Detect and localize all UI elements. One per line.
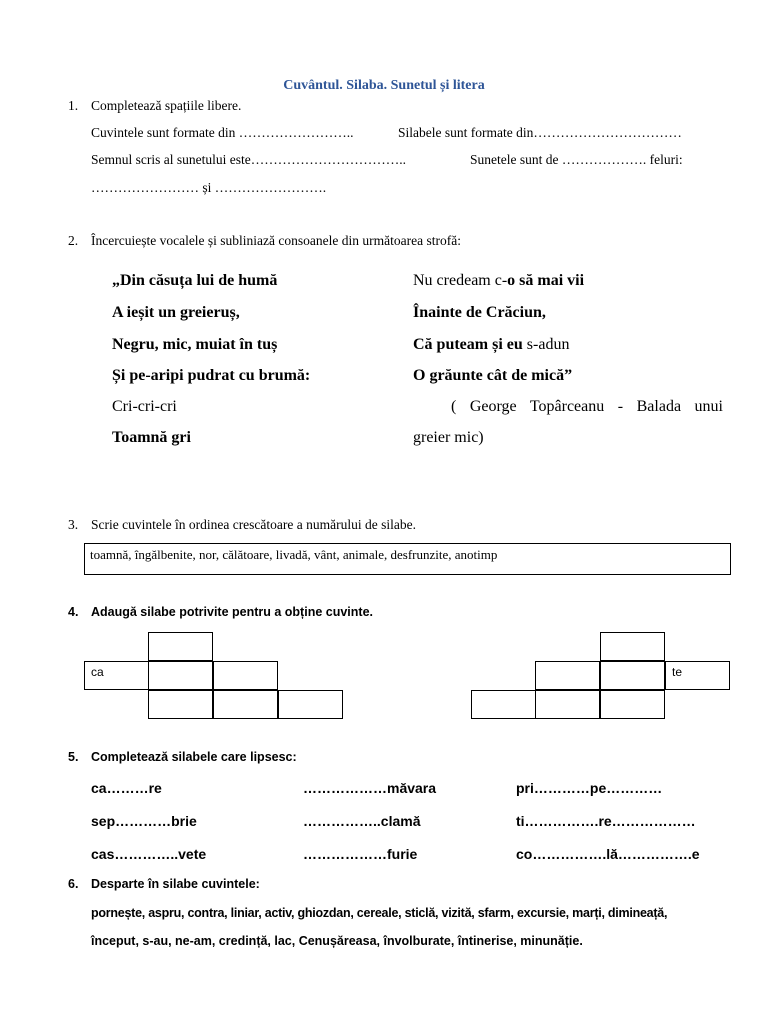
given-syllable: ca xyxy=(91,665,104,679)
given-syllable: te xyxy=(672,665,683,679)
syllable-cell[interactable] xyxy=(148,632,213,661)
syllable-cell[interactable] xyxy=(471,690,536,719)
fill-syllable-item: ……………..clamă xyxy=(303,813,421,829)
instruction-text: Completează silabele care lipsesc: xyxy=(91,750,297,764)
syllable-cell-given xyxy=(84,661,149,690)
syllable-cell[interactable] xyxy=(213,690,278,719)
poem-text-bold: Că puteam și eu xyxy=(413,336,527,353)
poem-citation: ( George Topârceanu - Balada unui xyxy=(451,398,723,415)
ex1-line3: …………………… și ……………………. xyxy=(91,180,327,195)
fill-syllable-item: ti…………….re……………… xyxy=(516,813,696,829)
exercise-1-instruction xyxy=(68,98,241,114)
page-title: Cuvântul. Silaba. Sunetul și litera xyxy=(283,78,485,93)
instruction-text: Completează spațiile libere. xyxy=(91,98,242,113)
fill-syllable-item: ………………măvara xyxy=(303,780,437,796)
fill-syllable-item: co…………….lă…………….e xyxy=(516,846,700,862)
poem-line: „Din căsuța lui de humă xyxy=(112,272,278,289)
fill-syllable-item: sep…………brie xyxy=(91,813,197,829)
fill-syllable-item: ………………furie xyxy=(303,846,418,862)
poem-line: O grăunte cât de mică” xyxy=(413,367,573,384)
poem-line: Negru, mic, muiat în tuș xyxy=(112,336,278,353)
exercise-4-instruction xyxy=(68,605,373,619)
poem-line: Cri-cri-cri xyxy=(112,398,177,415)
instruction-text: Desparte în silabe cuvintele: xyxy=(91,877,260,891)
poem-text-plain: s-adun xyxy=(526,336,570,353)
poem-line: Înainte de Crăciun, xyxy=(413,304,546,321)
syllable-cell[interactable] xyxy=(148,690,213,719)
poem-line xyxy=(413,272,584,290)
poem-citation: greier mic) xyxy=(413,429,484,446)
poem-line: A ieșit un greieruș, xyxy=(112,304,240,321)
word-list-line: pornește, aspru, contra, liniar, activ, ghiozdan, cereale, sticlă, vizită, sfarm, excursie, marți, dimineață, xyxy=(91,906,668,920)
syllable-cell[interactable] xyxy=(535,661,600,690)
exercise-number: 4. xyxy=(68,605,79,619)
syllable-cell-given xyxy=(665,661,730,690)
fill-syllable-item: pri…………pe………… xyxy=(516,780,663,796)
exercise-number: 2. xyxy=(68,233,79,248)
instruction-text: Adaugă silabe potrivite pentru a obține cuvinte. xyxy=(91,605,373,619)
exercise-6-instruction xyxy=(68,877,260,891)
exercise-number: 5. xyxy=(68,750,79,764)
instruction-text: Încercuiește vocalele și subliniază consoanele din următoarea strofă: xyxy=(91,233,461,248)
syllable-cell[interactable] xyxy=(600,632,665,661)
poem-text-bold: o să mai vii xyxy=(507,272,585,289)
ex1-line2-left: Semnul scris al sunetului este…………………………….. xyxy=(91,152,406,167)
syllable-cell[interactable] xyxy=(535,690,600,719)
exercise-3-instruction xyxy=(68,517,416,533)
instruction-text: Scrie cuvintele în ordinea crescătoare a numărului de silabe. xyxy=(91,517,416,532)
ex1-line1-left: Cuvintele sunt formate din …………………….. xyxy=(91,125,354,140)
fill-syllable-item: cas…………..vete xyxy=(91,846,207,862)
exercise-2-instruction xyxy=(68,233,461,249)
exercise-number: 1. xyxy=(68,98,79,113)
syllable-cell[interactable] xyxy=(213,661,278,690)
syllable-cell[interactable] xyxy=(148,661,213,690)
fill-syllable-item: ca………re xyxy=(91,780,162,796)
poem-line: Și pe-aripi pudrat cu brumă: xyxy=(112,367,311,384)
poem-line xyxy=(413,336,569,354)
poem-text-plain: Nu credeam c- xyxy=(413,272,508,289)
exercise-number: 3. xyxy=(68,517,79,532)
word-list: toamnă, îngălbenite, nor, călătoare, livadă, vânt, animale, desfrunzite, anotimp xyxy=(90,547,498,562)
syllable-cell[interactable] xyxy=(600,690,665,719)
ex1-line2-right: Sunetele sunt de ………………. feluri: xyxy=(470,152,683,167)
ex1-line1-right: Silabele sunt formate din…………………………… xyxy=(398,125,682,140)
exercise-5-instruction xyxy=(68,750,297,764)
word-list-box xyxy=(84,543,731,575)
poem-line: Toamnă gri xyxy=(112,429,191,446)
exercise-number: 6. xyxy=(68,877,79,891)
word-list-line: început, s-au, ne-am, credință, lac, Cenușăreasa, învolburate, întinerise, minunăție. xyxy=(91,934,583,948)
syllable-cell[interactable] xyxy=(600,661,665,690)
syllable-cell[interactable] xyxy=(278,690,343,719)
